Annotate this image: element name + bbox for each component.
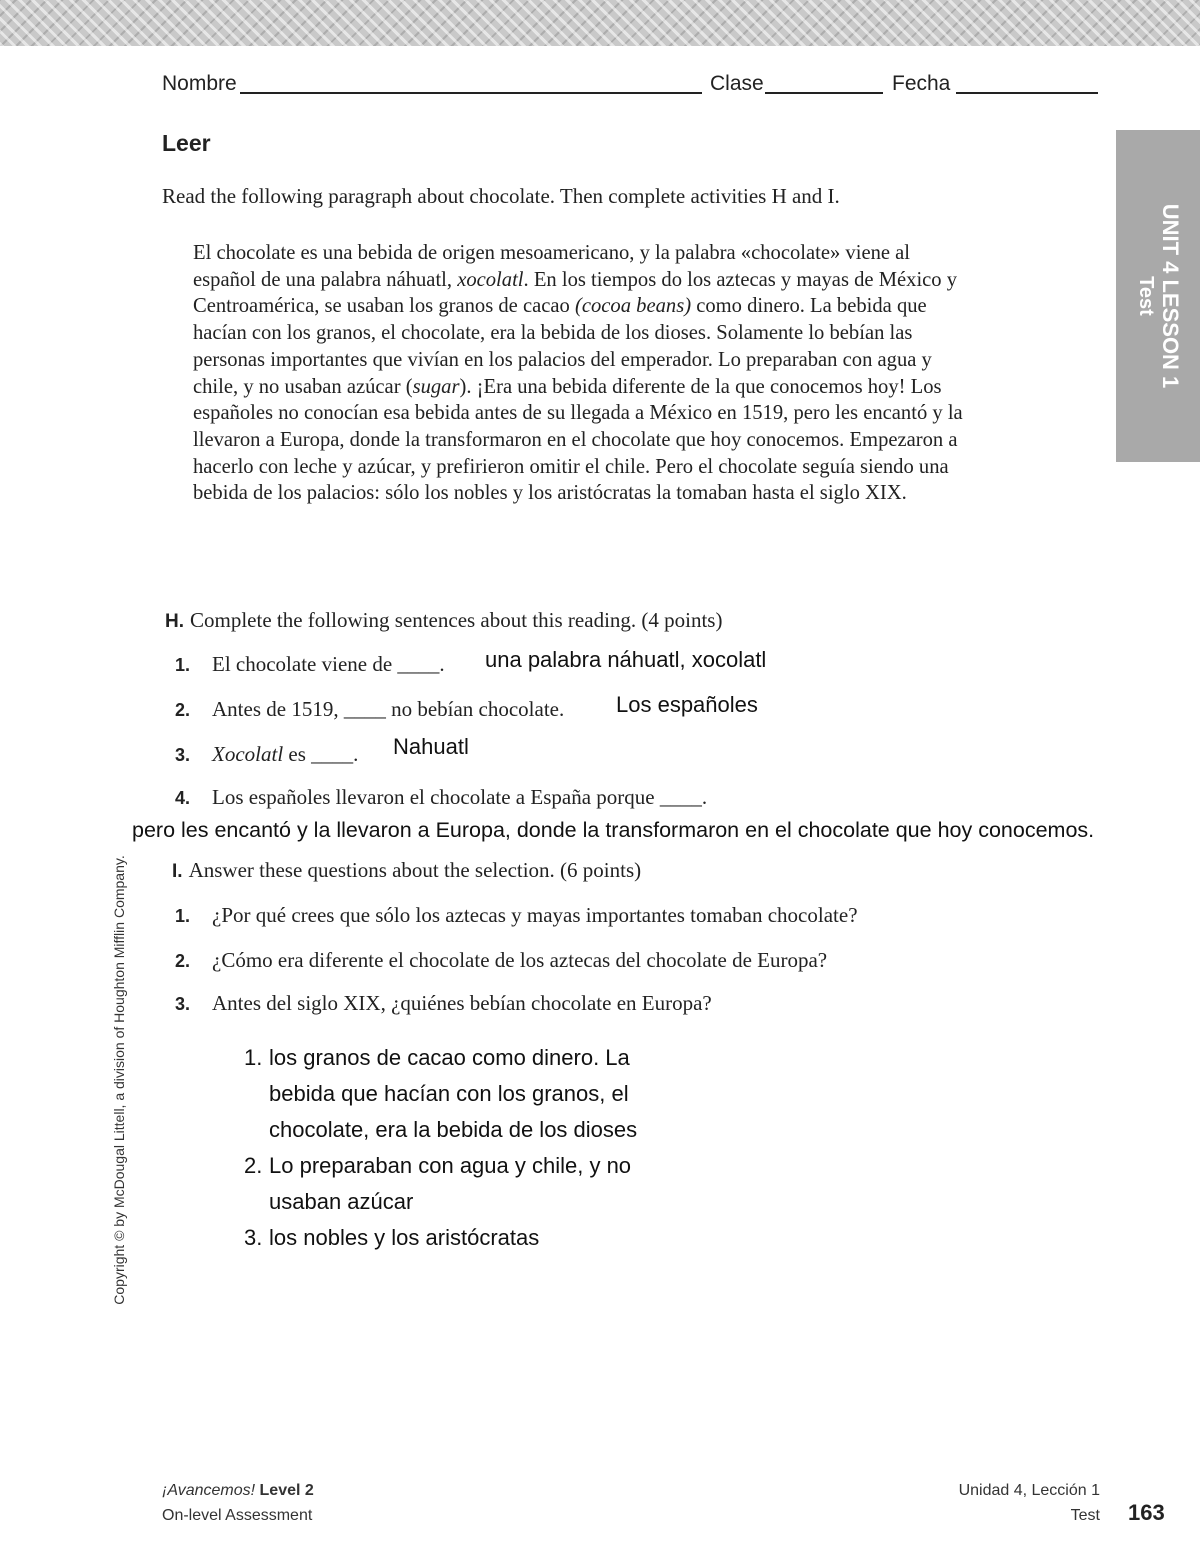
activity-i-heading bbox=[172, 858, 641, 883]
book-level: Level 2 bbox=[259, 1482, 314, 1499]
activity-h-item-3 bbox=[175, 742, 358, 767]
item-number: 4. bbox=[175, 788, 191, 808]
unit-lesson-label: UNIT 4 LESSON 1 bbox=[1158, 203, 1183, 389]
item-text: es ____. bbox=[283, 742, 359, 766]
answer-line: Lo preparaban con agua y chile, y no bbox=[269, 1153, 632, 1178]
answer-line: bebida que hacían con los granos, el bbox=[269, 1081, 629, 1106]
nombre-field[interactable] bbox=[240, 92, 702, 94]
reading-term-xocolatl: xocolatl bbox=[457, 268, 524, 291]
nombre-label: Nombre bbox=[162, 72, 237, 95]
reading-text-1: El chocolate es una bebida de origen mesoamericano, y la palabra «chocolate» viene al español de una palabra náhuatl, bbox=[193, 242, 911, 291]
fecha-label: Fecha bbox=[892, 72, 951, 95]
item-text: El chocolate viene de ____. bbox=[212, 652, 445, 676]
answer-line: usaban azúcar bbox=[269, 1189, 414, 1214]
item-number: 1. bbox=[175, 655, 191, 675]
item-number: 3. bbox=[175, 745, 191, 765]
activity-i-item-3 bbox=[175, 991, 712, 1016]
activity-i-item-2 bbox=[175, 948, 827, 973]
footer-assessment: On-level Assessment bbox=[162, 1507, 313, 1524]
activity-h-answer-4[interactable]: pero les encantó y la llevaron a Europa, donde la transformaron en el chocolate que hoy conocemos. bbox=[132, 818, 1095, 842]
activity-i-instructions: Answer these questions about the selection. (6 points) bbox=[188, 858, 642, 882]
clase-field[interactable] bbox=[765, 92, 883, 94]
answer-number: 1. bbox=[244, 1045, 263, 1070]
activity-i-letter: I. bbox=[172, 861, 183, 882]
unit-lesson-tab bbox=[1116, 130, 1200, 462]
item-number: 2. bbox=[175, 700, 191, 720]
activity-h-item-2 bbox=[175, 697, 564, 722]
answer-number: 3. bbox=[244, 1225, 263, 1250]
section-title: Leer bbox=[162, 130, 211, 156]
copyright-notice: Copyright © by McDougal Littell, a division of Houghton Mifflin Company. bbox=[111, 855, 127, 1305]
reading-passage bbox=[193, 240, 973, 507]
answer-line: los nobles y los aristócratas bbox=[269, 1225, 540, 1250]
item-text: Antes de 1519, ____ no bebían chocolate. bbox=[212, 697, 565, 721]
activity-h-answer-2[interactable]: Los españoles bbox=[616, 692, 758, 717]
activity-i-answers[interactable] bbox=[244, 1040, 704, 1256]
item-text: ¿Por qué crees que sólo los aztecas y mayas importantes tomaban chocolate? bbox=[212, 903, 858, 927]
activity-i-item-1 bbox=[175, 903, 858, 928]
decorative-banner bbox=[0, 0, 1200, 46]
activity-i-answer-1 bbox=[244, 1040, 704, 1148]
footer-unit: Unidad 4, Lección 1 bbox=[958, 1482, 1100, 1499]
item-text: Antes del siglo XIX, ¿quiénes bebían chocolate en Europa? bbox=[212, 991, 712, 1015]
item-text: ¿Cómo era diferente el chocolate de los aztecas del chocolate de Europa? bbox=[212, 948, 828, 972]
reading-instructions: Read the following paragraph about chocolate. Then complete activities H and I. bbox=[162, 184, 840, 208]
activity-h-answer-1[interactable]: una palabra náhuatl, xocolatl bbox=[485, 647, 767, 672]
student-info-line bbox=[162, 70, 1102, 98]
activity-h-item-1 bbox=[175, 652, 445, 677]
clase-label: Clase bbox=[710, 72, 764, 95]
item-term: Xocolatl bbox=[212, 742, 284, 766]
reading-text-3: como dinero. La bebida que hacían con los granos, el chocolate, era la bebida de los dioses. Solamente lo bebían las personas importantes que vivían en los palacios del emperador. Lo preparaban con agua y chile, y no usaban azúcar ( bbox=[193, 295, 932, 398]
test-label: Test bbox=[1135, 276, 1157, 316]
item-text: Los españoles llevaron el chocolate a España porque ____. bbox=[212, 785, 708, 809]
reading-text-4: ). ¡Era una bebida diferente de la que conocemos hoy! Los españoles no conocían esa bebida antes de su llegada a México en 1519, pero les encantó y la llevaron a Europa, donde la transformaron en el chocolate que hoy conocemos. Empezaron a hacerlo con leche y azúcar, y prefirieron omitir el chile. Pero el chocolate seguía siendo una bebida de los palacios: sólo los nobles y los aristócratas la tomaban hasta el siglo XIX. bbox=[193, 375, 963, 505]
activity-h-heading bbox=[165, 608, 722, 633]
activity-h-answer-3[interactable]: Nahuatl bbox=[393, 734, 469, 759]
reading-text-2: . En los tiempos do los aztecas y mayas de México y Centroamérica, se usaban los granos de cacao bbox=[193, 268, 958, 318]
fecha-field[interactable] bbox=[956, 92, 1098, 94]
answer-line: chocolate, era la bebida de los dioses bbox=[269, 1117, 638, 1142]
reading-gloss-sugar: sugar bbox=[412, 375, 460, 398]
activity-h-instructions: Complete the following sentences about this reading. (4 points) bbox=[190, 608, 723, 632]
activity-i-answer-3 bbox=[244, 1220, 704, 1256]
answer-line: los granos de cacao como dinero. La bbox=[269, 1045, 630, 1070]
activity-h-item-4 bbox=[175, 785, 707, 810]
book-title: ¡Avancemos! bbox=[162, 1482, 256, 1499]
item-number: 3. bbox=[175, 994, 191, 1014]
reading-gloss-cocoa: (cocoa beans) bbox=[574, 295, 692, 318]
footer-test: Test bbox=[1070, 1507, 1100, 1524]
answer-number: 2. bbox=[244, 1153, 263, 1178]
item-number: 1. bbox=[175, 906, 191, 926]
page-number: 163 bbox=[1128, 1500, 1165, 1525]
item-number: 2. bbox=[175, 951, 191, 971]
activity-h-letter: H. bbox=[165, 611, 184, 632]
activity-i-answer-2 bbox=[244, 1148, 704, 1220]
footer-book-title bbox=[162, 1482, 314, 1500]
